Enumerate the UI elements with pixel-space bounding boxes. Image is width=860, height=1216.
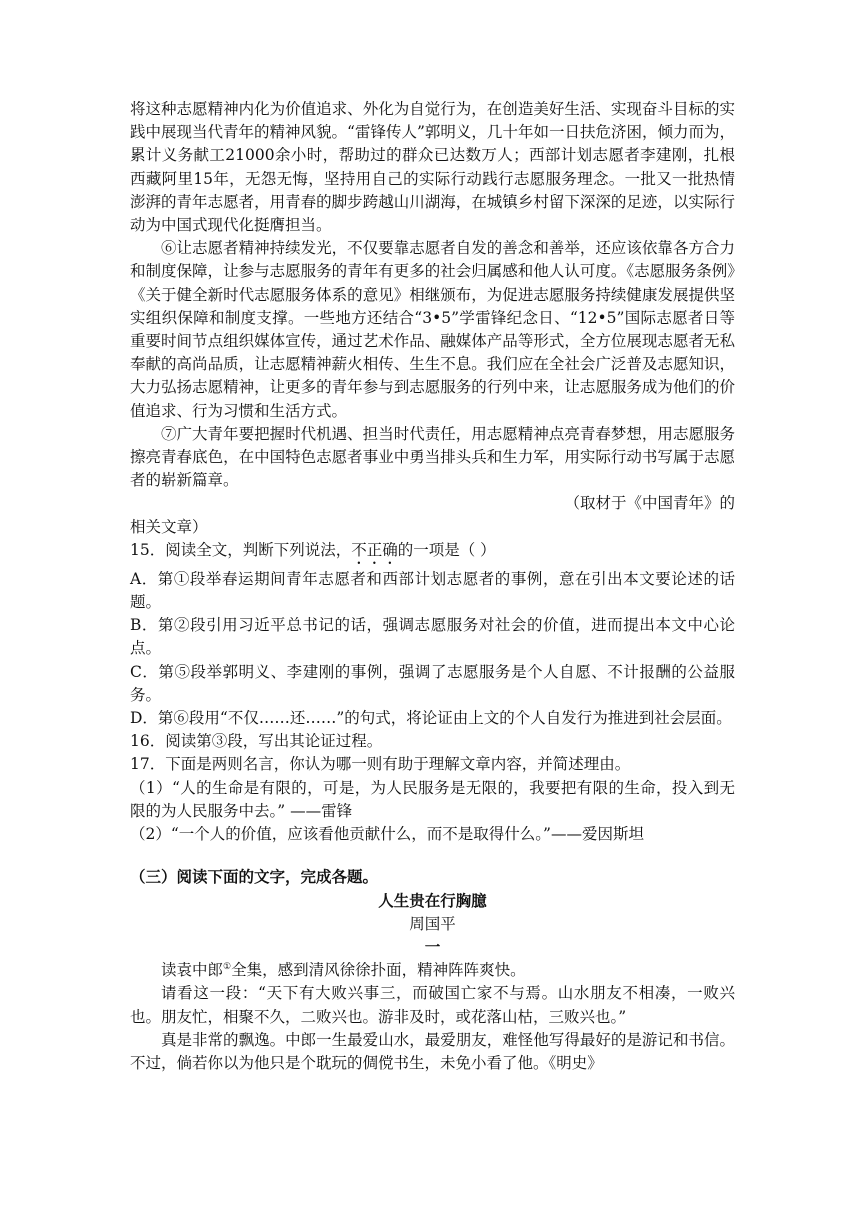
quote-1: （1）“人的生命是有限的，可是，为人民服务是无限的，我要把有限的生命，投入到无限的为人民服务中去。” ——雷锋 [130, 778, 735, 820]
option-d: D．第⑥段用“不仅……还……”的句式，将论证由上文的个人自发行为推进到社会层面。 [130, 709, 732, 728]
question-15 [130, 539, 735, 568]
passage-paragraph-6: ⑥让志愿者精神持续发光，不仅要靠志愿者自发的善念和善举，还应该依靠各方合力和制度保障，让参与志愿服务的青年有更多的社会归属感和他人认可度。《志愿服务条例》《关于健全新时代志愿服务体系的意见》相继颁布，为促进志愿服务持续健康发展提供坚实组织保障和制度支撑。一些地方还结合“3•5”学雷锋纪念日、“12•5”国际志愿者日等重要时间节点组织媒体宣传，通过艺术作品、融媒体产品等形式，全方位展现志愿者无私奉献的高尚品质，让志愿精神薪火相传、生生不息。我们应在全社会广泛普及志愿知识，大力弘扬志愿精神，让更多的青年参与到志愿服务的行列中来，让志愿服务成为他们的价值追求、行为习惯和生活方式。 [130, 239, 735, 420]
article-title: 人生贵在行胸臆 [378, 891, 487, 910]
article-paragraph-1-a: 读袁中郎 [161, 961, 224, 980]
option-c: C．第⑤段举郭明义、李建刚的事例，强调了志愿服务是个人自愿、不计报酬的公益服务。 [130, 662, 735, 704]
source-note: （取材于《中国青年》的 [564, 494, 735, 513]
section-gap [130, 846, 735, 866]
question-15-suffix: 的一项是（ ） [397, 540, 496, 559]
source-note-end: 相关文章） [130, 517, 208, 536]
question-15-emphasis: 不正确 [351, 540, 398, 559]
article-paragraph-2: 请看这一段：“天下有大败兴事三，而破国亡家不与焉。山水朋友不相凑，一败兴也。朋友忙，相聚不久，二败兴也。游非及时，或花落山枯，三败兴也。” [130, 984, 735, 1026]
quote-2: （2）“一个人的价值，应该看他贡献什么，而不是取得什么。”——爱因斯坦 [130, 825, 644, 844]
footnote-marker: ① [223, 961, 232, 972]
part-number: 一 [424, 937, 441, 956]
option-b: B．第②段引用习近平总书记的话，强调志愿服务对社会的价值，进而提出本文中心论点。 [130, 616, 735, 658]
passage-paragraph-7: ⑦广大青年要把握时代机遇、担当时代责任，用志愿精神点亮青春梦想，用志愿服务擦亮青春底色，在中国特色志愿者事业中勇当排头兵和生力军，用实际行动书写属于志愿者的崭新篇章。 [130, 424, 735, 490]
section-3-heading: （三）阅读下面的文字，完成各题。 [130, 868, 379, 887]
question-17: 17．下面是两则名言，你认为哪一则有助于理解文章内容，并简述理由。 [130, 755, 631, 774]
article-paragraph-1 [130, 959, 735, 982]
article-paragraph-1-b: 全集，感到清风徐徐扑面，精神阵阵爽快。 [231, 961, 526, 980]
option-a: A．第①段举春运期间青年志愿者和西部计划志愿者的事例，意在引出本文要论述的话题。 [130, 569, 735, 612]
article-author: 周国平 [409, 914, 456, 933]
question-16: 16．阅读第③段，写出其论证过程。 [130, 732, 383, 751]
document-page [130, 98, 735, 1075]
article-paragraph-3: 真是非常的飘逸。中郎一生最爱山水，最爱朋友，难怪他写得最好的是游记和书信。不过，倘若你以为他只是个耽玩的倜傥书生，未免小看了他。《明史》 [130, 1030, 735, 1072]
question-15-prefix: 15．阅读全文，判断下列说法， [130, 540, 352, 559]
passage-paragraph-continued: 将这种志愿精神内化为价值追求、外化为自觉行为，在创造美好生活、实现奋斗目标的实践中展现当代青年的精神风貌。“雷锋传人”郭明义，几十年如一日扶危济困，倾力而为，累计义务献工21000余小时，帮助过的群众已达数万人；西部计划志愿者李建刚，扎根西藏阿里15年，无怨无悔，坚持用自己的实际行动践行志愿服务理念。一批又一批热情澎湃的青年志愿者，用青春的脚步跨越山川湖海，在城镇乡村留下深深的足迹，以实际行动为中国式现代化挺膺担当。 [130, 100, 735, 235]
